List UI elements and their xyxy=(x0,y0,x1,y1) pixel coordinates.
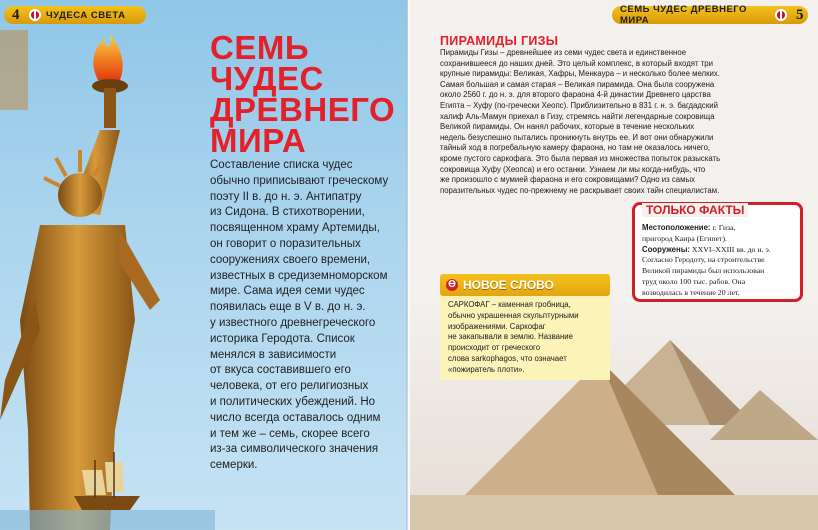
left-page-number: 4 xyxy=(12,6,20,23)
facts-text: Местоположение: г. Гиза, пригород Каира (Египет). Сооружены: XXVI–XXIII вв. до н. э. Согласно Геродоту, на строительстве Великой пирамиды был использован труд около 100 тыс. рабов. Она возводилась в течение 20 лет. xyxy=(642,223,771,297)
right-page-header xyxy=(612,6,808,24)
right-page-number: 5 xyxy=(796,6,804,23)
info-icon: Ө xyxy=(446,279,458,291)
section-text: Пирамиды Гизы – древнейшее из семи чудес света и единственное сохранившееся до наших дней. Это целый комплекс, в который входят три крупные пирамиды: Великая, Хафры, Менкаура – и несколько более мелких. Самая большая и самая старая – Великая пирамида. Она была сооружена около 2560 г. до н. э. для второго фараона 4-й династии Древнего царства Египта – Хуфу (по-гречески Хеопс). Приблизительно в 831 г. н. э. багдадский халиф Аль-Мамун приехал в Гизу, стремясь найти легендарные сокровища Великой пирамиды. Он нанял рабочих, которые в течение нескольких недель безуспешно пытались проникнуть внутрь ее. И вот они обнаружили тайный ход в погребальную камеру фараона, но там не оказалось ничего, кроме пустого саркофага. Это была первая из множества попыток разыскать сокровища Хуфу (Хеопса) и его останки. Узнаем ли мы когда-нибудь, что же произошло с мумией фараона и его сокровищами? Одно из самых поразительных чудес по-прежнему не раскрывает своих тайн специалистам. xyxy=(440,48,721,195)
right-header-title: СЕМЬ ЧУДЕС ДРЕВНЕГО МИРА xyxy=(620,4,747,26)
new-word-title: НОВОЕ СЛОВО xyxy=(463,278,554,292)
left-page xyxy=(0,0,408,530)
page-title: СЕМЬ ЧУДЕС ДРЕВНЕГО МИРА xyxy=(210,29,396,159)
compass-icon xyxy=(775,9,787,21)
left-header-title: ЧУДЕСА СВЕТА xyxy=(46,9,126,21)
facts-title: ТОЛЬКО ФАКТЫ xyxy=(642,203,748,217)
left-page-header xyxy=(4,6,146,24)
new-word-text: САРКОФАГ – каменная гробница, обычно украшенная скульптурными изображениями. Саркофаг не закапывали в землю. Название происходит от греческого слова sarkophagos, что означает «пожиратель плоти». xyxy=(440,296,610,380)
colossus-illustration xyxy=(0,0,215,530)
new-word-header xyxy=(440,274,610,296)
section-title: ПИРАМИДЫ ГИЗЫ xyxy=(440,34,559,48)
compass-icon xyxy=(29,9,41,21)
intro-text: Составление списка чудес обычно приписывают греческому поэту II в. до н. э. Антипатру из Сидона. В стихотворении, посвященном храму Артемиды, он говорит о поразительных сооружениях своего времени, известных в средиземноморском мире. Сама идея семи чудес появилась еще в V в. до н. э. у известного древнегреческого историка Геродота. Список менялся в зависимости от вкуса составившего его человека, от его религиозных и политических убеждений. Но число всегда оставалось одним и тем же – семь, скорее всего из-за символического значения семерки. xyxy=(210,159,389,472)
facts-box xyxy=(632,202,803,302)
right-page xyxy=(410,0,818,530)
